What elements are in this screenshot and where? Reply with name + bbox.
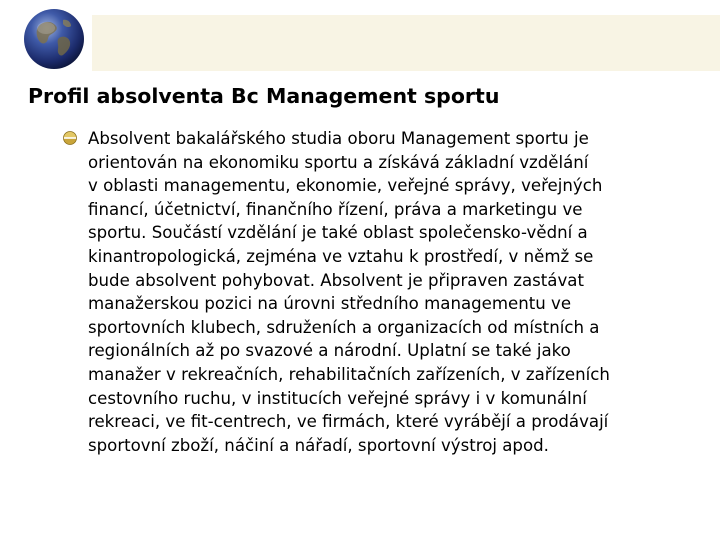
text-line: orientován na ekonomiku sportu a získává základní vzdělání: [88, 152, 589, 172]
text-line: kinantropologická, zejména ve vztahu k prostředí, v němž se: [88, 246, 594, 266]
header-band: [0, 0, 720, 82]
bullet-icon: [62, 130, 78, 146]
text-line: rekreaci, ve fit-centrech, ve firmách, které vyrábějí a prodávají: [88, 412, 609, 432]
text-line: cestovního ruchu, v institucích veřejné správy i v komunální: [88, 388, 587, 408]
text-line: bude absolvent pohybovat. Absolvent je připraven zastávat: [88, 270, 584, 290]
text-line: v oblasti managementu, ekonomie, veřejné správy, veřejných: [88, 176, 603, 196]
text-line: manažerskou pozici na úrovni středního managementu ve: [88, 294, 572, 314]
slide-title: Profil absolventa Bc Management sportu: [28, 84, 500, 108]
bullet-text: [88, 127, 668, 457]
text-line: Absolvent bakalářského studia oboru Management sportu je: [88, 129, 589, 148]
text-line: financí, účetnictví, finančního řízení, práva a marketingu ve: [88, 199, 583, 219]
text-line: sportu. Součástí vzdělání je také oblast společensko-vědní a: [88, 223, 588, 243]
text-line: manažer v rekreačních, rehabilitačních zařízeních, v zařízeních: [88, 364, 610, 384]
text-line: sportovní zboží, náčiní a nářadí, sportovní výstroj apod.: [88, 435, 549, 455]
text-line: sportovních klubech, sdruženích a organizacích od místních a: [88, 317, 600, 337]
header-strip: [92, 15, 720, 71]
globe-icon: [23, 8, 85, 70]
text-line: regionálních až po svazové a národní. Uplatní se také jako: [88, 341, 571, 361]
